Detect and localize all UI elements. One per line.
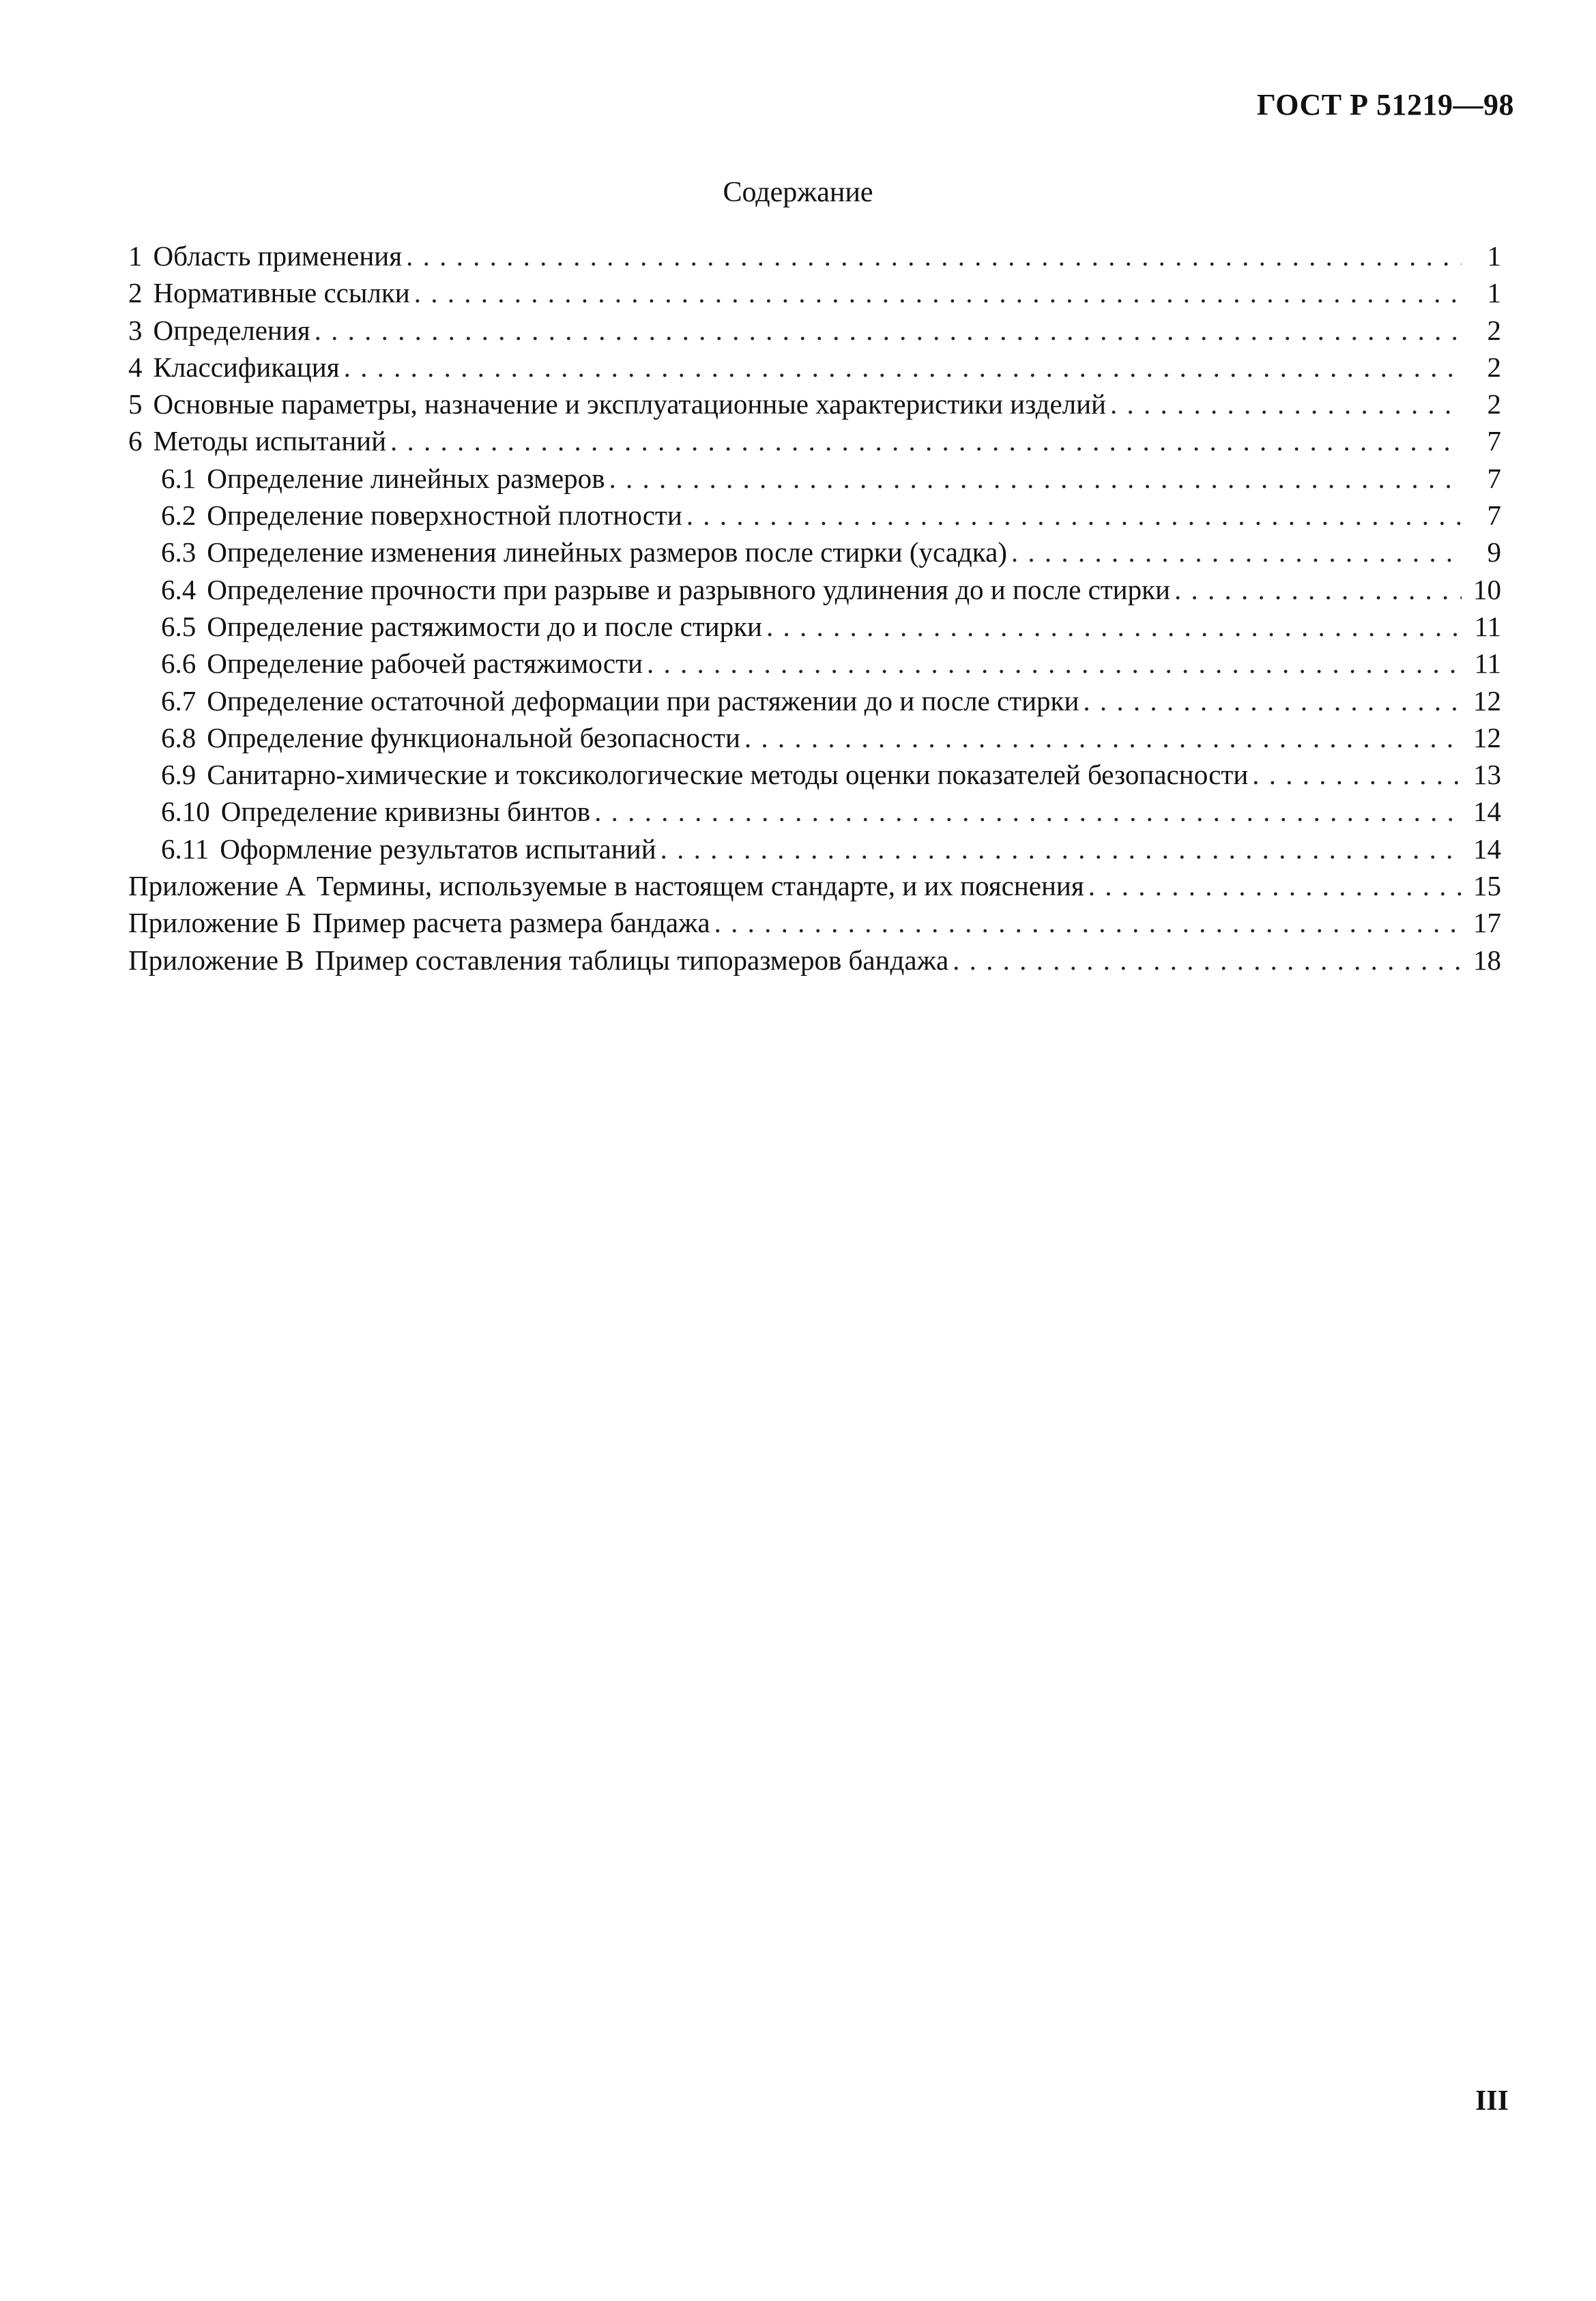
- toc-entry-leader: [414, 274, 1462, 311]
- toc-entry-page: 11: [1474, 648, 1501, 680]
- toc-entry-page: 11: [1474, 610, 1501, 642]
- toc-entry: [128, 904, 1501, 941]
- toc-entry-title: Определение кривизны бинтов: [220, 796, 591, 828]
- toc-entry-page: 10: [1473, 573, 1501, 605]
- toc-entry-page: 7: [1487, 500, 1501, 532]
- toc-entry-leader: [647, 645, 1462, 682]
- toc-entry: [128, 349, 1501, 386]
- toc-entry-leader: [1083, 682, 1462, 719]
- toc-entry-title: Определение изменения линейных размеров после стирки (усадка): [207, 536, 1007, 568]
- toc-entry-number: 3: [128, 314, 143, 346]
- toc-entry-leader: [1011, 534, 1462, 570]
- toc-entry-leader: [390, 422, 1462, 459]
- toc-entry-page: 9: [1487, 536, 1501, 568]
- toc-entry-leader: [344, 349, 1462, 386]
- toc-entry-page: 13: [1473, 759, 1501, 791]
- toc-entry: [128, 422, 1501, 459]
- toc-entry-page: 1: [1487, 240, 1501, 272]
- toc-entry-page: 2: [1487, 388, 1501, 420]
- toc-entry-page: 7: [1487, 462, 1501, 494]
- toc-entry-number: 6.5: [161, 610, 197, 642]
- toc-entry: [128, 274, 1501, 311]
- toc-entry-leader: [1252, 756, 1462, 793]
- toc-entry-title: Санитарно-химические и токсикологические методы оценки показателей безопасности: [207, 759, 1249, 791]
- toc-entry-number: 6.2: [161, 500, 197, 532]
- toc-entry-page: 15: [1473, 870, 1501, 902]
- toc-entry-title: Определения: [153, 314, 310, 346]
- toc-entry-page: 2: [1487, 351, 1501, 383]
- page-number: III: [1475, 2085, 1509, 2117]
- toc-entry: [128, 312, 1501, 349]
- toc-entry-page: 12: [1473, 684, 1501, 717]
- toc-entry-number: Приложение В: [128, 944, 304, 976]
- toc-entry-title: Определение прочности при разрыве и разрывного удлинения до и после стирки: [207, 573, 1170, 605]
- toc-entry-title: Термины, используемые в настоящем стандарте, и их пояснения: [316, 870, 1084, 902]
- toc-entry-title: Определение растяжимости до и после стирки: [207, 610, 762, 642]
- toc-entry-number: 5: [128, 388, 143, 420]
- toc-entry-leader: [406, 237, 1462, 274]
- toc-entry-leader: [1174, 571, 1462, 608]
- toc-entry-page: 12: [1473, 721, 1501, 753]
- toc-title: Содержание: [723, 177, 873, 208]
- toc-entry-leader: [686, 497, 1462, 534]
- toc-entry-page: 17: [1473, 907, 1501, 939]
- toc-entry-leader: [661, 830, 1462, 867]
- toc-entry: [128, 719, 1501, 756]
- toc-entry-leader: [1088, 867, 1462, 904]
- toc-entry-number: 6.4: [161, 573, 197, 605]
- toc-entry-number: 6.3: [161, 536, 197, 568]
- toc-entry: [128, 386, 1501, 422]
- toc-entry-title: Классификация: [153, 351, 340, 383]
- toc-entry-page: 14: [1473, 796, 1501, 828]
- toc-entry-leader: [744, 719, 1462, 756]
- toc-entry: [128, 682, 1501, 719]
- toc-entry-leader: [1110, 386, 1462, 422]
- toc-entry-leader: [766, 608, 1462, 645]
- toc-entry-number: 4: [128, 351, 143, 383]
- toc-entry: [128, 942, 1501, 979]
- toc-entry-title: Определение линейных размеров: [207, 462, 605, 494]
- toc-entry-title: Нормативные ссылки: [153, 277, 410, 309]
- toc-entry-title: Область применения: [153, 240, 403, 272]
- toc-entry-title: Оформление результатов испытаний: [220, 833, 656, 865]
- toc-entry: [128, 830, 1501, 867]
- document-code: ГОСТ Р 51219—98: [1256, 88, 1514, 121]
- toc-entry-number: 6.10: [161, 796, 210, 828]
- toc-entry-number: 2: [128, 277, 143, 309]
- toc-entry-number: 1: [128, 240, 143, 272]
- toc-entry-leader: [714, 904, 1462, 941]
- toc-entry: [128, 645, 1501, 682]
- toc-entry-title: Основные параметры, назначение и эксплуатационные характеристики изделий: [153, 388, 1106, 420]
- toc-entry-title: Определение функциональной безопасности: [207, 721, 740, 753]
- toc-entry-title: Определение рабочей растяжимости: [207, 648, 643, 680]
- toc-entry-page: 18: [1473, 944, 1501, 976]
- toc-entry: [128, 497, 1501, 534]
- toc-entry: [128, 756, 1501, 793]
- toc-entry: [128, 793, 1501, 830]
- toc-entry: [128, 571, 1501, 608]
- toc-entry-number: 6.9: [161, 759, 197, 791]
- toc-entry-number: 6.8: [161, 721, 197, 753]
- toc-entry-number: 6.6: [161, 648, 197, 680]
- toc-entry-leader: [315, 312, 1462, 349]
- toc-entry-number: 6: [128, 425, 143, 457]
- toc-entry-number: 6.7: [161, 684, 197, 717]
- toc-entry-leader: [953, 942, 1462, 979]
- toc-entry-number: 6.11: [161, 833, 209, 865]
- toc-entry: [128, 867, 1501, 904]
- toc-entry-page: 2: [1487, 314, 1501, 346]
- toc-entry: [128, 534, 1501, 570]
- toc-entry: [128, 460, 1501, 497]
- toc-entry-leader: [609, 460, 1462, 497]
- toc-entry-leader: [594, 793, 1462, 830]
- toc-entry-page: 7: [1487, 425, 1501, 457]
- table-of-contents: [128, 237, 1501, 979]
- toc-entry-page: 14: [1473, 833, 1501, 865]
- toc-entry: [128, 608, 1501, 645]
- toc-entry-title: Определение поверхностной плотности: [207, 500, 682, 532]
- toc-entry-title: Пример расчета размера бандажа: [312, 907, 710, 939]
- toc-entry-page: 1: [1487, 277, 1501, 309]
- toc-entry-title: Пример составления таблицы типоразмеров бандажа: [315, 944, 949, 976]
- toc-entry: [128, 237, 1501, 274]
- toc-entry-number: Приложение Б: [128, 907, 302, 939]
- toc-entry-number: 6.1: [161, 462, 197, 494]
- toc-entry-title: Методы испытаний: [153, 425, 387, 457]
- toc-entry-number: Приложение А: [128, 870, 306, 902]
- toc-entry-title: Определение остаточной деформации при растяжении до и после стирки: [207, 684, 1079, 717]
